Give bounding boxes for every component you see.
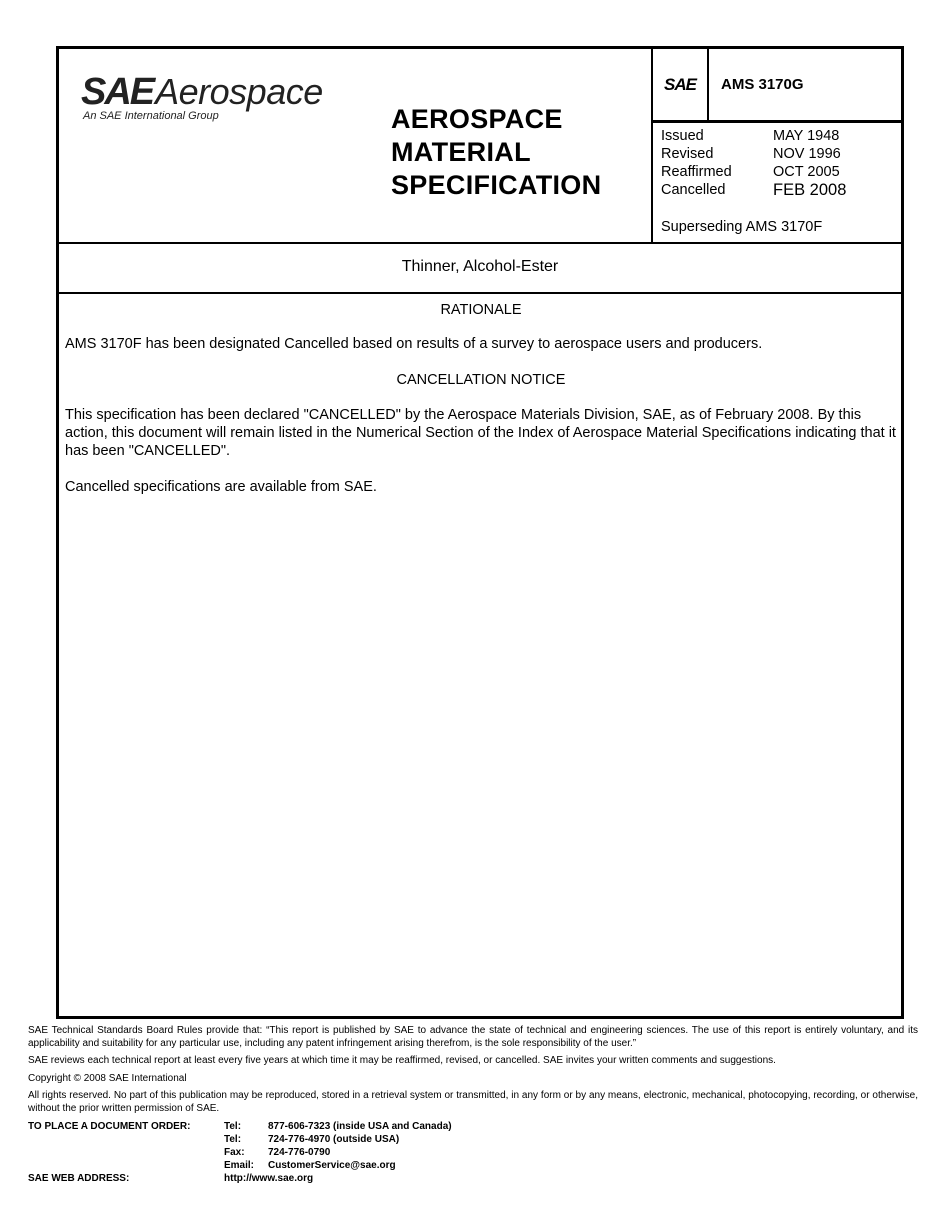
date-row	[661, 181, 846, 199]
footer-rules: SAE Technical Standards Board Rules provide that: “This report is published by SAE to advance the state of technical and engineering sciences. The use of this report is entirely voluntary, and its applicability and suitability for any particular use, including any patent infringement arising therefrom, is the sole responsibility of the user.”	[28, 1025, 918, 1049]
document-number: AMS 3170G	[721, 76, 804, 93]
sae-small-logo	[653, 49, 709, 120]
date-value: NOV 1996	[773, 146, 841, 162]
order-label: TO PLACE A DOCUMENT ORDER:	[28, 1121, 191, 1132]
cancellation-heading: CANCELLATION NOTICE	[396, 372, 566, 388]
availability-text: Cancelled specifications are available from SAE.	[65, 479, 377, 495]
document-info-box	[651, 49, 903, 242]
document-frame	[56, 46, 904, 1019]
cancellation-text: This specification has been declared "CANCELLED" by the Aerospace Materials Division, SAE, as of February 2008. By this action, this document will remain listed in the Numerical Section of the Index of Aerospace Material Specifications indicating that it has been "CANCELLED".	[65, 407, 896, 459]
title-line: AEROSPACE	[391, 104, 563, 134]
footer-rights: All rights reserved. No part of this publication may be reproduced, stored in a retrieval system or transmitted, in any form or by any means, electronic, mechanical, photocopying, recording, or otherwise, without the prior written permission of SAE.	[28, 1090, 918, 1114]
contact-value[interactable]: 877-606-7323 (inside USA and Canada)	[268, 1121, 452, 1132]
web-label: SAE WEB ADDRESS:	[28, 1173, 130, 1184]
logo-brand: SAE	[81, 71, 154, 113]
date-label: Issued	[661, 128, 704, 144]
date-label: Cancelled	[661, 182, 726, 198]
footer-review: SAE reviews each technical report at least every five years at which time it may be reaffirmed, revised, or cancelled. SAE invites your written comments and suggestions.	[28, 1055, 776, 1066]
date-label: Revised	[661, 146, 714, 162]
sae-aerospace-logo	[81, 71, 323, 122]
title-line: MATERIAL	[391, 137, 531, 167]
contact-type: Tel:	[224, 1121, 242, 1132]
date-history	[661, 127, 846, 199]
superseding-note: Superseding AMS 3170F	[661, 219, 823, 235]
date-value: FEB 2008	[773, 181, 847, 199]
doc-number-row	[653, 49, 903, 123]
contact-type: Tel:	[224, 1134, 242, 1145]
date-row	[661, 145, 846, 163]
date-row	[661, 163, 846, 181]
logo-tagline: An SAE International Group	[83, 110, 219, 122]
footer-copyright: Copyright © 2008 SAE International	[28, 1072, 187, 1084]
web-link[interactable]: http://www.sae.org	[224, 1173, 314, 1184]
document-footer	[28, 1025, 918, 1185]
date-label: Reaffirmed	[661, 164, 732, 180]
rationale-heading: RATIONALE	[440, 302, 522, 318]
date-value: OCT 2005	[773, 164, 840, 180]
contact-value[interactable]: 724-776-0790	[268, 1147, 331, 1158]
contact-value[interactable]: 724-776-4970 (outside USA)	[268, 1134, 400, 1145]
date-row	[661, 127, 846, 145]
document-body	[65, 301, 897, 496]
document-subject: Thinner, Alcohol-Ester	[59, 244, 901, 294]
order-contacts	[28, 1120, 918, 1185]
contact-type: Fax:	[224, 1147, 245, 1158]
document-type-title	[391, 103, 601, 202]
title-line: SPECIFICATION	[391, 170, 602, 200]
small-logo-text: SAE	[664, 74, 696, 94]
email-link[interactable]: CustomerService@sae.org	[268, 1160, 396, 1171]
contact-type: Email:	[224, 1160, 255, 1171]
date-value: MAY 1948	[773, 128, 840, 144]
rationale-text: AMS 3170F has been designated Cancelled based on results of a survey to aerospace users and producers.	[65, 336, 763, 352]
logo-word: Aerospace	[155, 71, 323, 112]
document-header	[59, 49, 901, 244]
